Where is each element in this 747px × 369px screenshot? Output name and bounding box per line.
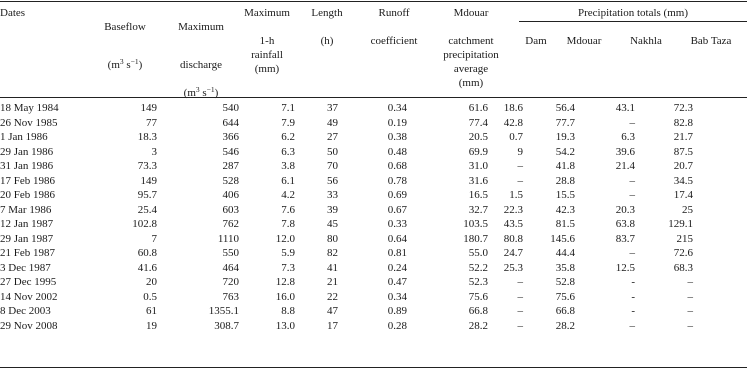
value-cell: 35.8 [555,261,575,274]
value-cell: 6.3 [281,145,295,158]
value-cell: 528 [222,174,239,187]
value-cell: 15.5 [555,189,575,201]
value-cell: – [517,276,523,288]
value-cell: 0.68 [387,160,407,172]
value-cell: 103.5 [463,218,488,230]
value-cell: 42.8 [503,116,523,129]
header-max-rainfall: Maximum 1-h rainfall (mm) [244,7,290,75]
value-cell: 55.0 [468,247,488,259]
value-cell: 215 [676,232,693,245]
value-cell: 7.9 [281,116,295,129]
value-cell: 1355.1 [208,305,239,317]
value-cell: 24.7 [503,247,523,259]
value-cell: 0.67 [387,203,407,216]
table-row [0,159,693,174]
table-row [0,217,693,232]
value-cell: 464 [222,261,239,274]
value-cell: 145.6 [550,232,575,245]
value-cell: 4.2 [281,189,295,201]
value-cell: 13.0 [275,319,295,332]
value-cell: 31.6 [468,174,488,187]
value-cell: 0.7 [509,131,523,143]
value-cell: 1.5 [509,189,523,201]
table-row [0,101,693,116]
value-cell: 33 [327,189,338,201]
value-cell: 644 [222,116,239,129]
value-cell: 0.28 [387,319,407,332]
value-cell: 60.8 [137,247,157,259]
value-cell: 39.6 [615,145,635,158]
value-cell: 287 [222,160,239,172]
header-bab-taza: Bab Taza [690,35,732,47]
precipitation-group-rule [519,21,747,22]
value-cell: 9 [517,145,523,158]
value-cell: 41.6 [137,261,157,274]
date-cell: 17 Feb 1986 [0,174,55,187]
value-cell: 20 [146,276,157,288]
value-cell: – [687,319,693,332]
value-cell: 42.3 [555,203,575,216]
date-cell: 31 Jan 1986 [0,160,54,172]
value-cell: 95.7 [137,189,157,201]
value-cell: – [629,247,635,259]
value-cell: 22 [327,290,338,303]
date-cell: 8 Dec 2003 [0,305,51,317]
value-cell: 149 [140,174,157,187]
value-cell: 149 [140,102,157,114]
table-row [0,275,693,290]
value-cell: 7.6 [281,203,295,216]
value-cell: 0.47 [387,276,407,288]
header-mdouar-catchment: Mdouar catchment precipitation average (mm) [443,7,499,89]
value-cell: 0.64 [387,232,407,245]
value-cell: – [517,290,523,303]
value-cell: 39 [327,203,338,216]
value-cell: – [517,319,523,332]
value-cell: 25 [682,203,693,216]
value-cell: 18.6 [503,102,523,114]
value-cell: 19.3 [555,131,575,143]
value-cell: – [517,305,523,317]
table-row [0,203,693,218]
value-cell: 720 [222,276,239,288]
value-cell: 540 [222,102,239,114]
date-cell: 18 May 1984 [0,102,59,114]
date-cell: 12 Jan 1987 [0,218,54,230]
value-cell: 20.3 [615,203,635,216]
value-cell: – [629,189,635,201]
header-dam: Dam [525,35,547,47]
value-cell: – [517,160,523,172]
date-cell: 14 Nov 2002 [0,290,58,303]
value-cell: 61.6 [468,102,488,114]
table-row [0,261,693,276]
value-cell: – [629,319,635,332]
value-cell: 3 [151,145,157,158]
value-cell: 6.2 [281,131,295,143]
value-cell: 83.7 [615,232,635,245]
value-cell: 7 [151,232,157,245]
value-cell: 0.78 [387,174,407,187]
value-cell: 81.5 [555,218,575,230]
value-cell: – [687,305,693,317]
value-cell: 77.7 [555,116,575,129]
value-cell: 41.8 [555,160,575,172]
date-cell: 29 Jan 1987 [0,232,54,245]
value-cell: 28.2 [555,319,575,332]
value-cell: 1110 [217,232,239,245]
value-cell: 49 [327,116,338,129]
value-cell: 27 [327,131,338,143]
value-cell: 8.8 [281,305,295,317]
value-cell: 20.7 [673,160,693,172]
value-cell: 44.4 [555,247,575,259]
date-cell: 29 Jan 1986 [0,145,54,158]
value-cell: – [629,174,635,187]
value-cell: 12.5 [615,261,635,274]
value-cell: 43.5 [503,218,523,230]
header-max-discharge: Maximum discharge ($m^3$ $s^{-1}$) [178,21,224,99]
header-mdouar-sub: Mdouar [566,35,602,47]
value-cell: 21.4 [615,160,635,172]
value-cell: 17 [327,319,338,332]
value-cell: 47 [327,305,338,317]
date-cell: 29 Nov 2008 [0,319,58,332]
value-cell: 0.24 [387,261,407,274]
value-cell: 0.48 [387,145,407,158]
value-cell: 77.4 [468,116,488,129]
value-cell: 25.4 [137,203,157,216]
table-row [0,290,693,305]
value-cell: 17.4 [673,189,693,201]
value-cell: 7.1 [281,102,295,114]
value-cell: 102.8 [132,218,157,230]
value-cell: 6.1 [281,174,295,187]
header-nakhla: Nakhla [630,35,662,47]
value-cell: 16.5 [468,189,488,201]
value-cell: 19 [146,319,157,332]
value-cell: 763 [222,290,239,303]
value-cell: 0.81 [387,247,407,259]
table-row [0,174,693,189]
value-cell: 406 [222,189,239,201]
value-cell: 18.3 [137,131,157,143]
value-cell: 762 [222,218,239,230]
table-row [0,232,693,247]
value-cell: 129.1 [668,218,693,230]
table-row [0,319,693,334]
value-cell: 75.6 [555,290,575,303]
value-cell: 80.8 [503,232,523,245]
value-cell: 34.5 [673,174,693,187]
table-row [0,130,693,145]
value-cell: 75.6 [468,290,488,303]
date-cell: 27 Dec 1995 [0,276,57,288]
value-cell: 63.8 [615,218,635,230]
date-cell: 3 Dec 1987 [0,261,51,274]
value-cell: - [631,305,635,317]
value-cell: 80 [327,232,338,245]
value-cell: 28.2 [468,319,488,332]
value-cell: 70 [327,160,338,172]
value-cell: 32.7 [468,203,488,216]
value-cell: 61 [146,305,157,317]
value-cell: 69.9 [468,145,488,158]
header-precipitation-group: Precipitation totals (mm) [578,7,688,19]
table-row [0,145,693,160]
table-body [0,101,693,333]
value-cell: 16.0 [275,290,295,303]
value-cell: 52.3 [468,276,488,288]
value-cell: 45 [327,218,338,230]
value-cell: 72.6 [673,247,693,259]
date-cell: 26 Nov 1985 [0,116,58,129]
value-cell: 0.19 [387,116,407,129]
table-row [0,188,693,203]
value-cell: 28.8 [555,174,575,187]
value-cell: 72.3 [673,102,693,114]
value-cell: 41 [327,261,338,274]
value-cell: 0.34 [387,290,407,303]
value-cell: – [687,276,693,288]
table-row [0,246,693,261]
value-cell: 66.8 [555,305,575,317]
value-cell: 6.3 [621,131,635,143]
value-cell: 0.38 [387,131,407,143]
top-rule [0,1,747,2]
value-cell: 73.3 [137,160,157,172]
date-cell: 21 Feb 1987 [0,247,55,259]
value-cell: 43.1 [615,102,635,114]
value-cell: – [629,116,635,129]
header-rule [0,97,747,98]
value-cell: 0.89 [387,305,407,317]
value-cell: 546 [222,145,239,158]
value-cell: – [687,290,693,303]
value-cell: 56 [327,174,338,187]
value-cell: 82.8 [673,116,693,129]
date-cell: 20 Feb 1986 [0,189,55,201]
value-cell: - [631,290,635,303]
value-cell: 25.3 [503,261,523,274]
value-cell: 31.0 [468,160,488,172]
value-cell: 21 [327,276,338,288]
value-cell: – [517,174,523,187]
value-cell: 5.9 [281,247,295,259]
value-cell: 12.0 [275,232,295,245]
value-cell: 366 [222,131,239,143]
value-cell: 12.8 [275,276,295,288]
value-cell: 0.34 [387,102,407,114]
value-cell: 68.3 [673,261,693,274]
value-cell: 54.2 [555,145,575,158]
value-cell: - [631,276,635,288]
date-cell: 7 Mar 1986 [0,203,52,216]
value-cell: 87.5 [673,145,693,158]
value-cell: 603 [222,203,239,216]
table-row [0,304,693,319]
value-cell: 308.7 [214,319,239,332]
value-cell: 7.3 [281,261,295,274]
value-cell: 52.8 [555,276,575,288]
header-length: Length (h) [311,7,343,47]
value-cell: 550 [222,247,239,259]
value-cell: 21.7 [673,131,693,143]
value-cell: 82 [327,247,338,259]
header-runoff: Runoff coefficient [370,7,418,47]
value-cell: 52.2 [468,261,488,274]
value-cell: 56.4 [555,102,575,114]
value-cell: 66.8 [468,305,488,317]
header-baseflow: Baseflow ($m^3$ $s^{-1}$) [104,21,146,71]
value-cell: 0.5 [143,290,157,303]
value-cell: 20.5 [468,131,488,143]
value-cell: 50 [327,145,338,158]
value-cell: 77 [146,116,157,129]
value-cell: 0.33 [387,218,407,230]
value-cell: 37 [327,102,338,114]
value-cell: 7.8 [281,218,295,230]
date-cell: 1 Jan 1986 [0,131,48,143]
header-dates: Dates [0,7,26,19]
value-cell: 0.69 [387,189,407,201]
bottom-rule [0,367,747,368]
value-cell: 22.3 [503,203,523,216]
value-cell: 3.8 [281,160,295,172]
value-cell: 180.7 [463,232,488,245]
table-row [0,116,693,131]
